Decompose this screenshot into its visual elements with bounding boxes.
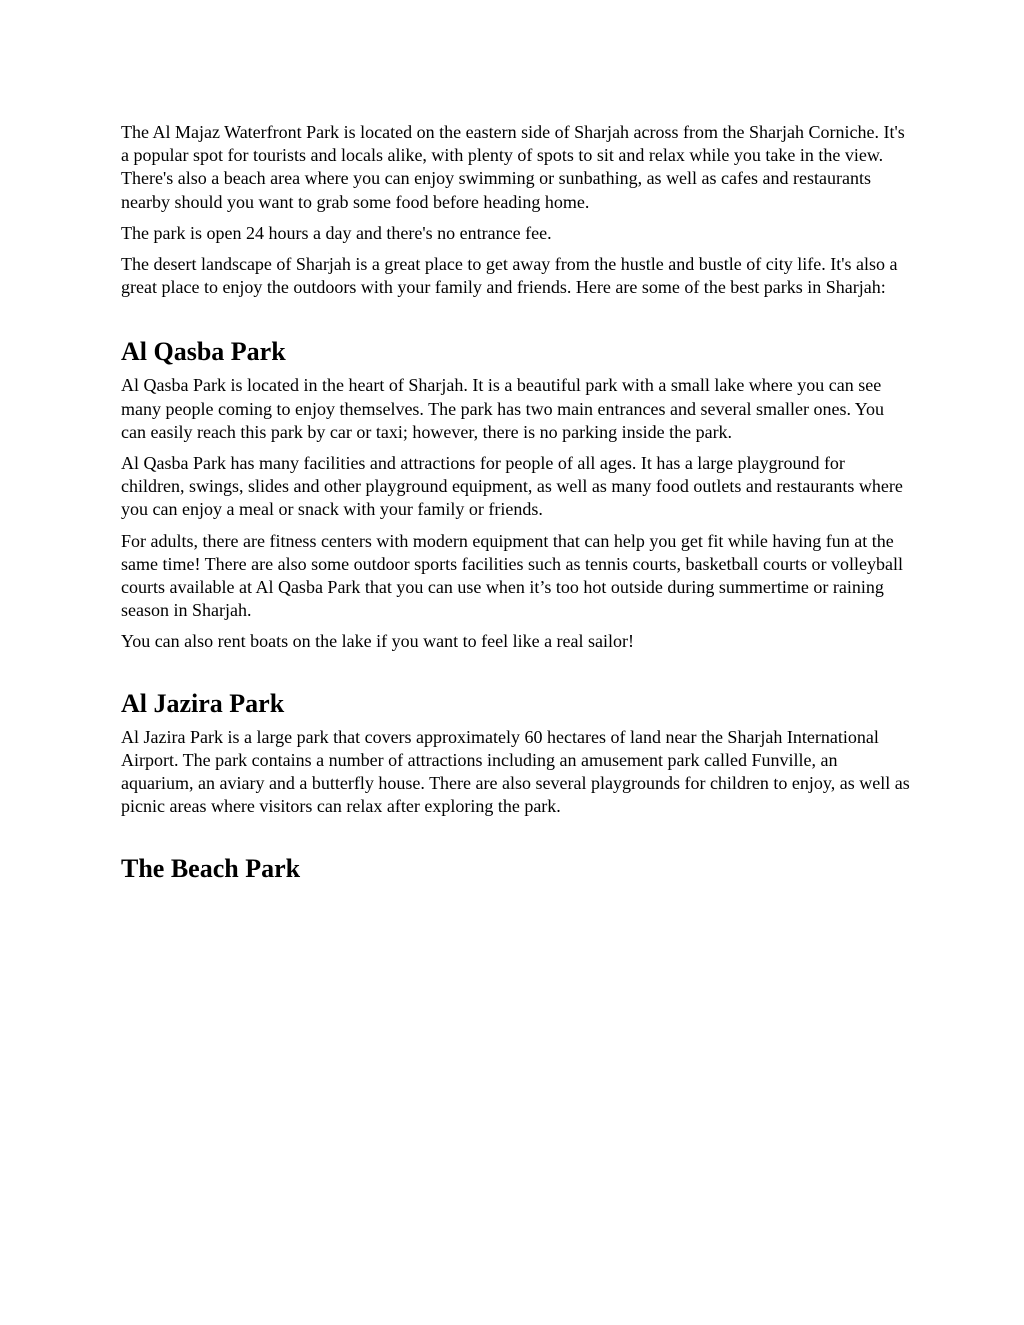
section-paragraph: For adults, there are fitness centers with modern equipment that can help you get fit while having fun at the same time! There are also some outdoor sports facilities such as tennis courts, basketball courts or volleyball courts available at Al Qasba Park that you can use when it’s too hot outside during summertime or raining season in Sharjah.: [121, 530, 903, 621]
section-paragraph: You can also rent boats on the lake if you want to feel like a real sailor!: [121, 631, 635, 652]
intro-paragraph: The Al Majaz Waterfront Park is located on the eastern side of Sharjah across from the Sharjah Corniche. It's a popular spot for tourists and locals alike, with plenty of spots to sit and relax while you take in the view. There's also a beach area where you can enjoy swimming or sunbathing, as well as cafes and restaurants nearby should you want to grab some food before heading home.: [121, 122, 905, 212]
section-paragraph: Al Qasba Park is located in the heart of Sharjah. It is a beautiful park with a small lake where you can see many people coming to enjoy themselves. The park has two main entrances and several smaller ones. You can easily reach this park by car or taxi; however, there is no parking inside the park.: [121, 375, 884, 442]
section-heading-the-beach-park: The Beach Park: [121, 854, 301, 884]
document-page: [121, 121, 911, 891]
section-spacer: [121, 307, 911, 336]
section-heading-al-qasba-park: Al Qasba Park: [121, 337, 286, 367]
section-spacer: [121, 662, 911, 688]
section-heading-al-jazira-park: Al Jazira Park: [121, 688, 285, 718]
section-paragraph: Al Jazira Park is a large park that covers approximately 60 hectares of land near the Sharjah International Airport. The park contains a number of attractions including an amusement park called Funville, an aquarium, an aviary and a butterfly house. There are also several playgrounds for children to enjoy, as well as picnic areas where visitors can relax after exploring the park.: [121, 726, 910, 817]
section-paragraph: Al Qasba Park has many facilities and attractions for people of all ages. It has a large playground for children, swings, slides and other playground equipment, as well as many food outlets and restaurants where you can enjoy a meal or snack with your family or friends.: [121, 453, 903, 520]
intro-paragraph: The park is open 24 hours a day and there's no entrance fee.: [121, 222, 552, 243]
section-spacer: [121, 826, 911, 853]
intro-paragraph: The desert landscape of Sharjah is a great place to get away from the hustle and bustle of city life. It's also a great place to enjoy the outdoors with your family and friends. Here are some of the best parks in Sharjah:: [121, 254, 898, 298]
